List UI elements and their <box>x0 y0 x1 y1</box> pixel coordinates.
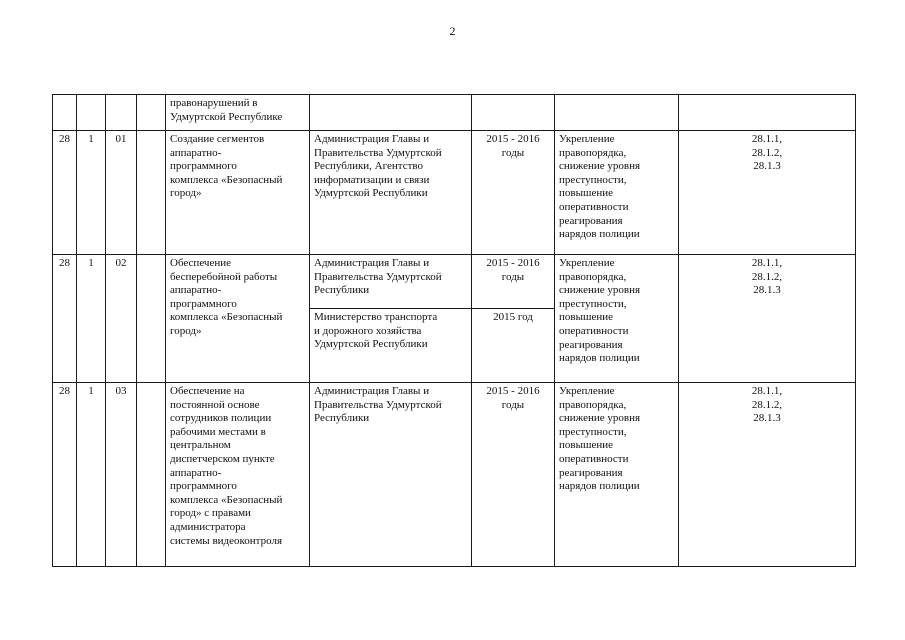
text-line: Правительства Удмуртской <box>314 270 442 283</box>
cell-empty <box>106 95 137 131</box>
text-line: 28.1.1, <box>751 385 783 397</box>
text-line: программного <box>170 160 237 173</box>
cell-empty <box>53 95 77 131</box>
cell-name <box>166 383 310 567</box>
cell-empty <box>472 95 555 131</box>
text-line: повышение <box>559 311 613 324</box>
text-line: реагирования <box>559 338 623 351</box>
text-line: администратора <box>170 520 246 533</box>
cell-name <box>166 95 310 131</box>
text-line: город» <box>170 324 202 337</box>
text-line: 28.1.3 <box>753 160 781 173</box>
cell-empty <box>679 95 856 131</box>
text-line: правопорядка, <box>559 146 627 159</box>
cell-period <box>472 383 555 567</box>
text-line: Создание сегментов <box>170 133 265 145</box>
text-line: оперативности <box>559 324 629 337</box>
text-line: 28.1.1, <box>751 257 783 269</box>
cell-empty <box>77 95 106 131</box>
text-line: снижение уровня <box>559 284 641 297</box>
text-line: программного <box>170 297 237 310</box>
text-line: нарядов полиции <box>559 480 640 493</box>
cell-empty <box>310 95 472 131</box>
text-line: 2015 - 2016 <box>486 257 540 269</box>
text-line: Удмуртской Республики <box>314 338 428 351</box>
cell-indicator-codes <box>679 383 856 567</box>
cell-executor <box>310 131 472 255</box>
text-line: Обеспечение <box>170 257 231 269</box>
text-line: Укрепление <box>559 133 615 145</box>
cell-result <box>555 131 679 255</box>
text-line: аппаратно- <box>170 146 222 159</box>
text-line: сотрудников полиции <box>170 412 272 425</box>
text-line: город» с правами <box>170 507 251 520</box>
text-line: постоянной основе <box>170 398 260 411</box>
cell-period <box>472 255 555 309</box>
text-line: 28.1.2, <box>751 146 783 159</box>
text-line: Удмуртской Республики <box>314 187 428 200</box>
text-line: Администрация Главы и <box>314 257 430 269</box>
text-line: повышение <box>559 187 613 200</box>
text-line: диспетчерском пункте <box>170 452 275 465</box>
text-line: аппаратно- <box>170 284 222 297</box>
cell-period <box>472 309 555 383</box>
text-line: бесперебойной работы <box>170 270 278 283</box>
text-line: годы <box>501 270 525 283</box>
cell-period <box>472 131 555 255</box>
cell-subprogram-code: 1 <box>77 131 106 255</box>
text-line: системы видеоконтроля <box>170 534 283 547</box>
table-row <box>53 131 856 255</box>
text-line: аппаратно- <box>170 466 222 479</box>
text-line: комплекса «Безопасный <box>170 311 283 324</box>
text-line: Республики, Агентство <box>314 160 424 173</box>
text-line: Укрепление <box>559 385 615 397</box>
table-row <box>53 255 856 309</box>
text-line: центральном <box>170 439 231 452</box>
text-line: и дорожного хозяйства <box>314 324 422 337</box>
text-line: нарядов полиции <box>559 228 640 241</box>
text-line: правопорядка, <box>559 270 627 283</box>
text-line: снижение уровня <box>559 412 641 425</box>
text-line: Республики <box>314 284 370 297</box>
cell-result <box>555 255 679 383</box>
text-line: 2015 - 2016 <box>486 133 540 145</box>
text-line: Правительства Удмуртской <box>314 398 442 411</box>
text-line: снижение уровня <box>559 160 641 173</box>
text-line: реагирования <box>559 214 623 227</box>
text-line: рабочими местами в <box>170 425 266 438</box>
cell-program-code: 28 <box>53 383 77 567</box>
cell-name <box>166 131 310 255</box>
text-line: программного <box>170 480 237 493</box>
text-line: Удмуртской Республике <box>170 110 283 123</box>
text-line: 28.1.2, <box>751 270 783 283</box>
cell-measure-code: 03 <box>106 383 137 567</box>
cell-program-code: 28 <box>53 131 77 255</box>
text-line: информатизации и связи <box>314 173 430 186</box>
cell-indicator-codes <box>679 131 856 255</box>
text-line: преступности, <box>559 297 627 310</box>
text-line: Укрепление <box>559 257 615 269</box>
text-line: нарядов полиции <box>559 352 640 365</box>
text-line: Республики <box>314 412 370 425</box>
cell-program-code: 28 <box>53 255 77 383</box>
text-line: годы <box>501 146 525 159</box>
text-line: город» <box>170 187 202 200</box>
cell-executor <box>310 383 472 567</box>
text-line: Администрация Главы и <box>314 133 430 145</box>
cell-subprogram-code: 1 <box>77 383 106 567</box>
text-line: Министерство транспорта <box>314 311 438 323</box>
table-row <box>53 383 856 567</box>
cell-measure-code: 02 <box>106 255 137 383</box>
text-line: повышение <box>559 439 613 452</box>
text-line: оперативности <box>559 200 629 213</box>
cell-empty <box>555 95 679 131</box>
text-line: Правительства Удмуртской <box>314 146 442 159</box>
cell-subprogram-code: 1 <box>77 255 106 383</box>
cell-indicator-codes <box>679 255 856 383</box>
text-line: реагирования <box>559 466 623 479</box>
text-line: преступности, <box>559 425 627 438</box>
text-line: 28.1.3 <box>753 284 781 297</box>
text-line: 28.1.3 <box>753 412 781 425</box>
text-line: 2015 - 2016 <box>486 385 540 397</box>
text-line: годы <box>501 398 525 411</box>
text-line: Администрация Главы и <box>314 385 430 397</box>
cell-measure-code: 01 <box>106 131 137 255</box>
cell-empty <box>137 95 166 131</box>
text-line: комплекса «Безопасный <box>170 493 283 506</box>
text-line: Обеспечение на <box>170 385 245 397</box>
cell-executor <box>310 255 472 309</box>
cell-empty <box>137 131 166 255</box>
text-line: правонарушений в <box>170 97 258 109</box>
cell-empty <box>137 255 166 383</box>
measures-table <box>52 94 856 567</box>
text-line: 2015 год <box>493 311 533 323</box>
text-line: правопорядка, <box>559 398 627 411</box>
text-line: 28.1.1, <box>751 133 783 145</box>
table-row-continuation <box>53 95 856 131</box>
text-line: оперативности <box>559 452 629 465</box>
cell-result <box>555 383 679 567</box>
cell-name <box>166 255 310 383</box>
text-line: 28.1.2, <box>751 398 783 411</box>
page-number: 2 <box>449 24 456 38</box>
cell-executor <box>310 309 472 383</box>
text-line: комплекса «Безопасный <box>170 173 283 186</box>
cell-empty <box>137 383 166 567</box>
text-line: преступности, <box>559 173 627 186</box>
